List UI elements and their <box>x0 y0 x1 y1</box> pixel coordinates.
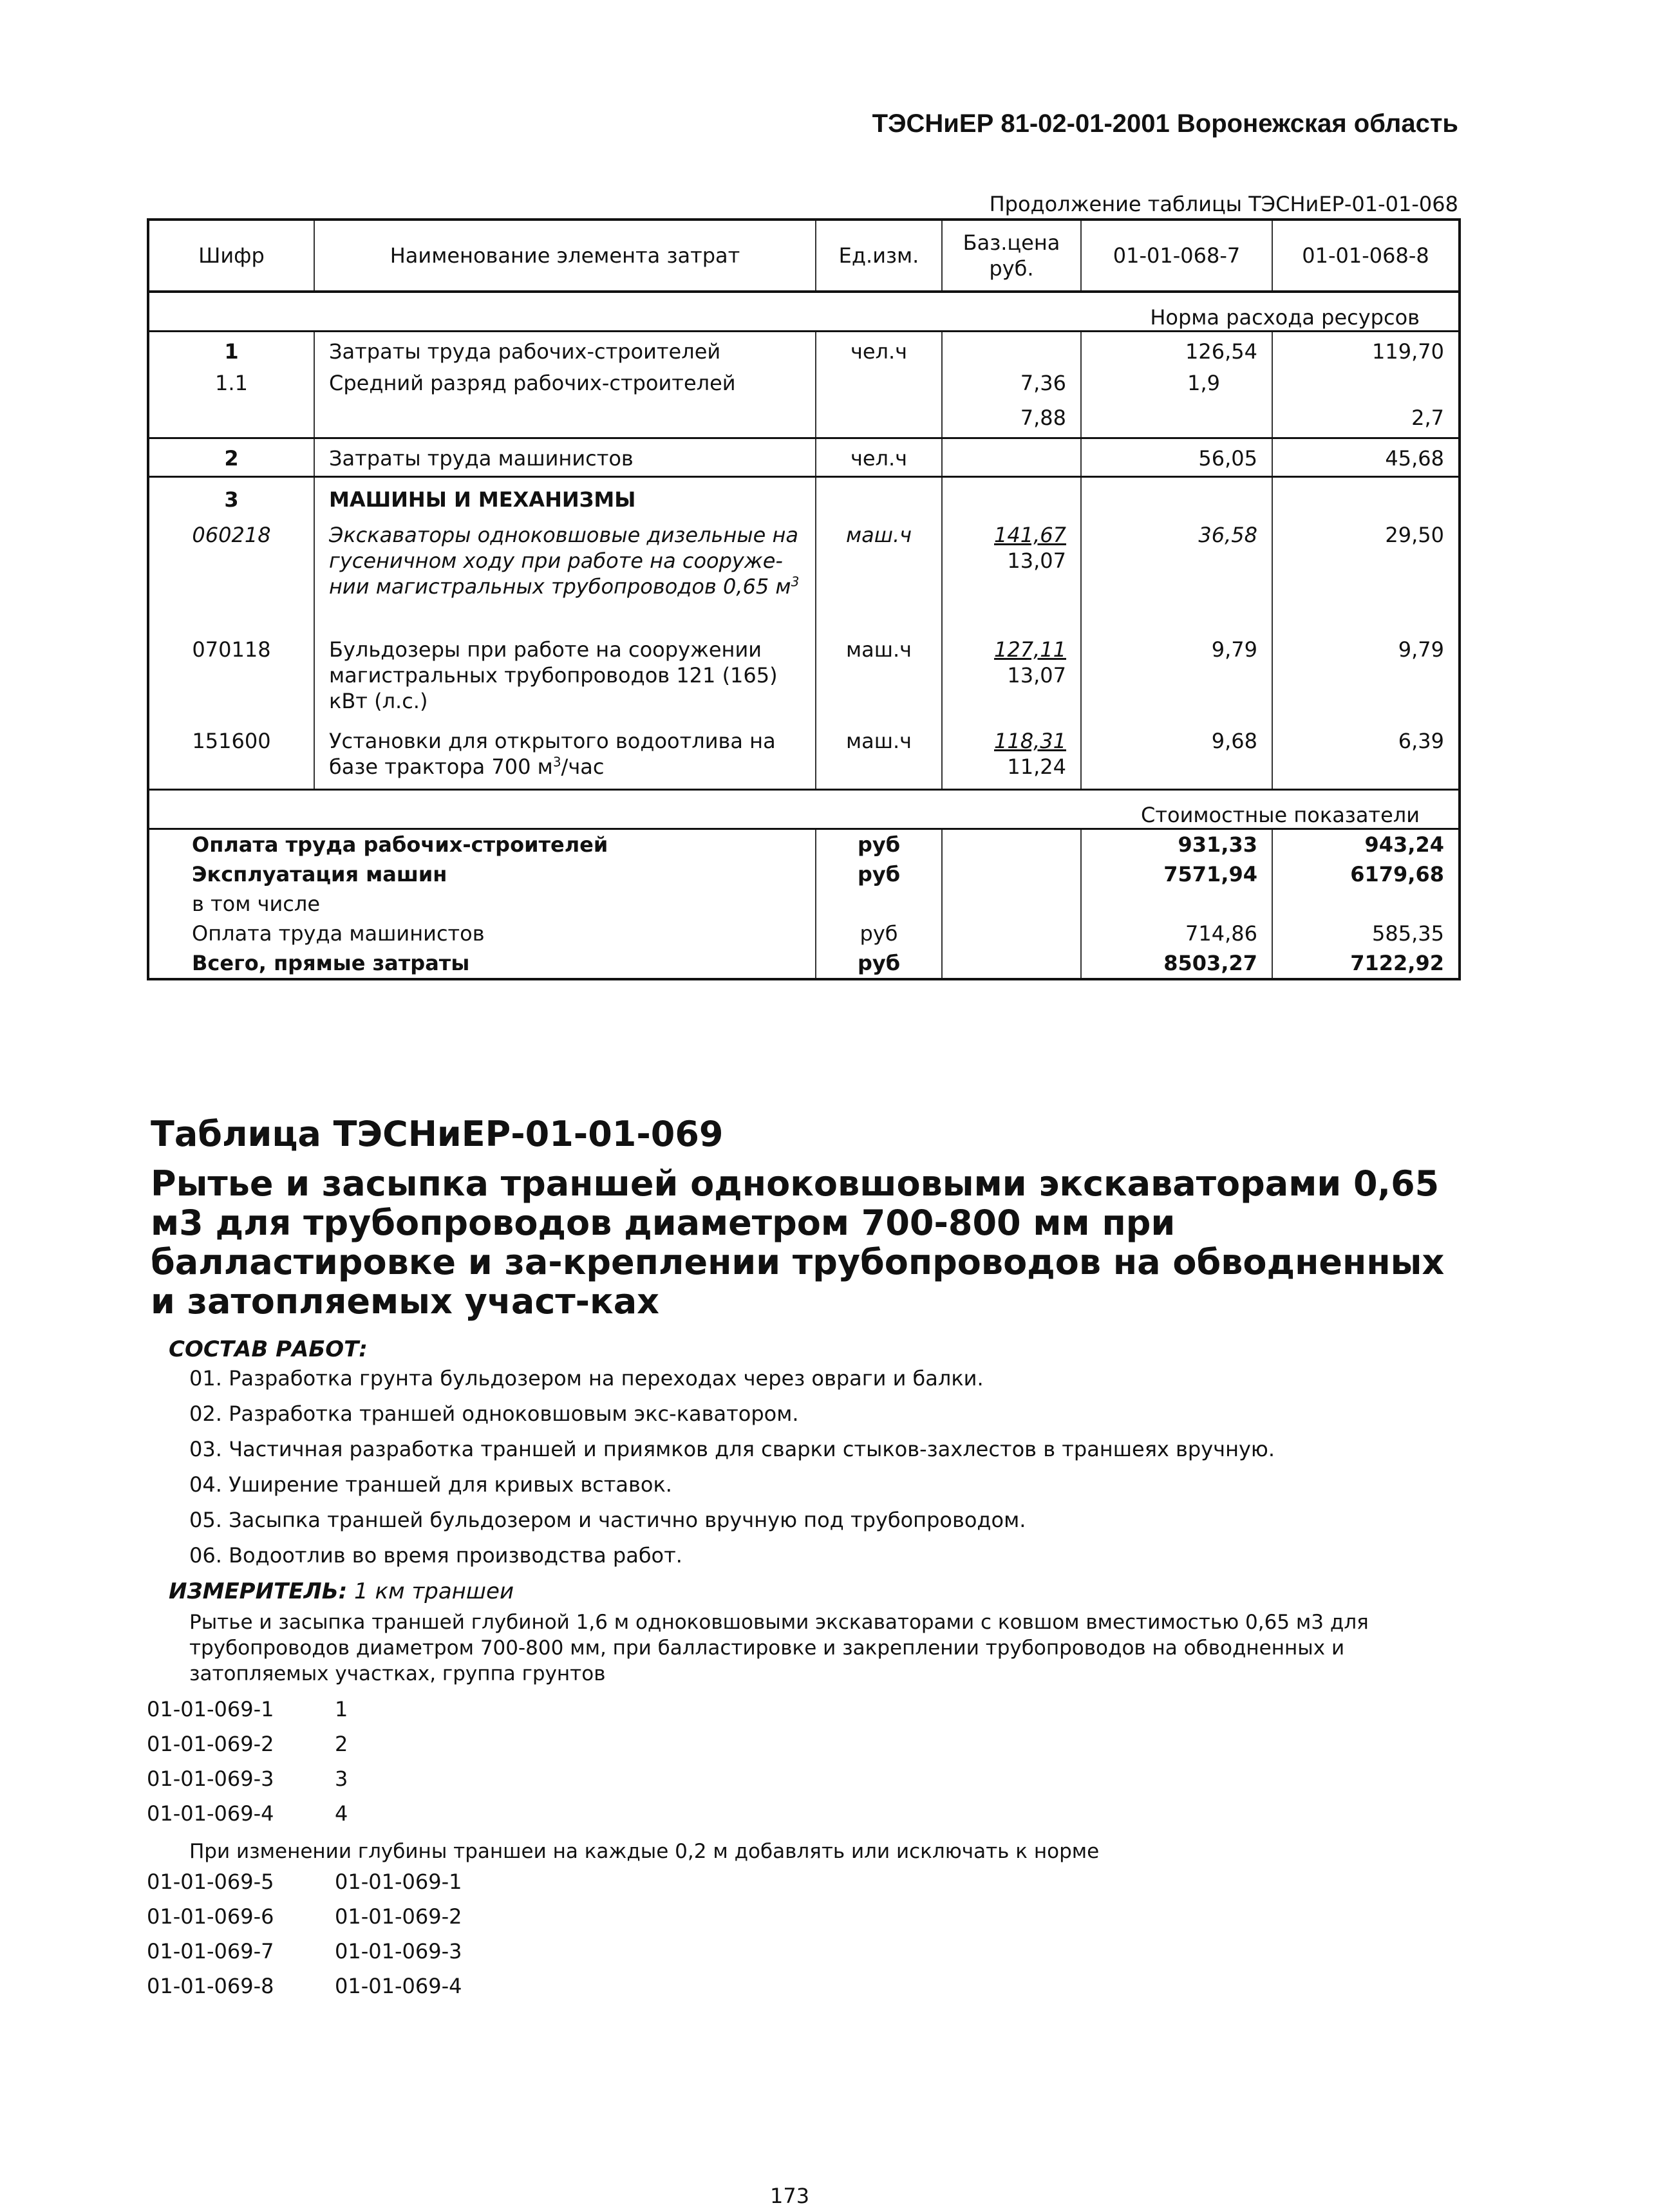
table-title: Таблица ТЭСНиЕР-01-01-069 <box>151 1114 724 1154</box>
cell-name <box>314 405 816 438</box>
cost-name: Оплата труда рабочих-строителей <box>148 829 816 860</box>
cell-v8: 45,68 <box>1272 438 1460 477</box>
code-value: 01-01-069-3 <box>335 1939 462 1964</box>
cell-price <box>942 517 1081 637</box>
code: 01-01-069-1 <box>147 1697 274 1721</box>
table-header-row <box>148 220 1460 292</box>
work-item: 01. Разработка грунта бульдозером на переходах через овраги и балки. <box>189 1366 984 1391</box>
cost-name: в том числе <box>148 889 816 919</box>
table-row <box>148 637 1460 728</box>
cell-code: 070118 <box>148 637 314 728</box>
cost-v8: 6179,68 <box>1272 859 1460 889</box>
code: 01-01-069-7 <box>147 1939 274 1964</box>
col-header-unit: Ед.изм. <box>816 220 942 292</box>
code-row <box>147 1870 462 1904</box>
cell-code: 060218 <box>148 517 314 637</box>
col-header-068-8: 01-01-068-8 <box>1272 220 1460 292</box>
cell-price: 7,88 <box>942 405 1081 438</box>
cell-unit: маш.ч <box>816 637 942 728</box>
code-value: 2 <box>335 1732 348 1756</box>
cell-v7 <box>1081 405 1272 438</box>
cell-name: Бульдозеры при работе на сооружении магистральных трубопроводов 121 (165) кВт (л.с.) <box>314 637 816 728</box>
cost-v7: 931,33 <box>1081 829 1272 860</box>
code-list <box>147 1697 348 1836</box>
code: 01-01-069-4 <box>147 1801 274 1826</box>
cell-name: Средний разряд рабочих-строителей <box>314 370 816 405</box>
code-value: 3 <box>335 1767 348 1791</box>
code-value: 01-01-069-1 <box>335 1870 462 1894</box>
cell-price <box>942 637 1081 728</box>
page-number: 173 <box>770 2184 810 2208</box>
works-list <box>189 1366 1275 1579</box>
cell-v8: 2,7 <box>1272 405 1460 438</box>
cell-unit <box>816 370 942 405</box>
cell-code: 151600 <box>148 728 314 790</box>
cell-price: 7,36 <box>942 370 1081 405</box>
table-row <box>148 370 1460 405</box>
code-row <box>147 1801 348 1836</box>
section-costs: Стоимостные показатели <box>1141 803 1420 827</box>
col-header-price: Баз.цена руб. <box>942 220 1081 292</box>
table-continuation-label: Продолжение таблицы ТЭСНиЕР-01-01-068 <box>989 192 1458 216</box>
cell-code: 1 <box>148 332 314 370</box>
cost-name: Всего, прямые затраты <box>148 948 816 979</box>
cell-v7: 9,79 <box>1081 637 1272 728</box>
code-row <box>147 1767 348 1801</box>
cell-price <box>942 332 1081 370</box>
table-row <box>148 405 1460 438</box>
cell-code: 2 <box>148 438 314 477</box>
cell-v8: 6,39 <box>1272 728 1460 790</box>
table-row <box>148 728 1460 790</box>
price-wage: 11,24 <box>1007 754 1066 779</box>
cell-v7: 56,05 <box>1081 438 1272 477</box>
cost-name: Оплата труда машинистов <box>148 919 816 948</box>
cell-v8: 9,79 <box>1272 637 1460 728</box>
price-wage: 13,07 <box>1007 662 1066 688</box>
meter <box>169 1579 514 1604</box>
cell-name: МАШИНЫ И МЕХАНИЗМЫ <box>314 477 816 517</box>
superscript: 3 <box>552 753 561 769</box>
cell-v7: 126,54 <box>1081 332 1272 370</box>
section-norms: Норма расхода ресурсов <box>1150 305 1420 330</box>
table-row <box>148 438 1460 477</box>
cell-v7: 36,58 <box>1081 517 1272 637</box>
cell-code: 1.1 <box>148 370 314 405</box>
cell-unit: чел.ч <box>816 332 942 370</box>
col-header-name: Наименование элемента затрат <box>314 220 816 292</box>
description: Рытье и засыпка траншей глубиной 1,6 м одноковшовыми экскаваторами с ковшом вместимостью 0,65 м3 для трубопроводов диаметром 700-800 мм, при балластировке и закреплении трубопроводов на обводненных и затопляемых участках, группа грунтов <box>189 1611 1369 1685</box>
code: 01-01-069-6 <box>147 1904 274 1929</box>
cell-v8: 29,50 <box>1272 517 1460 637</box>
meter-value: 1 км траншеи <box>354 1579 514 1604</box>
cell-unit: маш.ч <box>816 517 942 637</box>
cell-unit <box>816 405 942 438</box>
cost-row <box>148 919 1460 948</box>
cell-code <box>148 405 314 438</box>
code-row <box>147 1732 348 1767</box>
price-base: 127,11 <box>994 637 1066 662</box>
code-value: 01-01-069-2 <box>335 1904 462 1929</box>
meter-label: ИЗМЕРИТЕЛЬ: <box>169 1579 348 1604</box>
work-item: 05. Засыпка траншей бульдозером и частично вручную под трубопроводом. <box>189 1508 1026 1532</box>
cost-v7: 714,86 <box>1081 919 1272 948</box>
code-value: 01-01-069-4 <box>335 1974 462 1998</box>
cell-unit: чел.ч <box>816 438 942 477</box>
code-row <box>147 1939 462 1974</box>
depth-note: При изменении глубины траншеи на каждые 0,2 м добавлять или исключать к норме <box>189 1840 1100 1863</box>
cell-price <box>942 438 1081 477</box>
code-row <box>147 1904 462 1939</box>
code: 01-01-069-3 <box>147 1767 274 1791</box>
col-header-code: Шифр <box>148 220 314 292</box>
table-row <box>148 517 1460 637</box>
cost-name: Эксплуатация машин <box>148 859 816 889</box>
cost-unit: руб <box>816 948 942 979</box>
table-heading: Рытье и засыпка траншей одноковшовыми экскаваторами 0,65 м3 для трубопроводов диаметром 700-800 мм при балластировке и за-креплении трубопроводов на обводненных и затопляемых участ-ках <box>151 1163 1445 1322</box>
code-value: 4 <box>335 1801 348 1826</box>
cost-v8: 585,35 <box>1272 919 1460 948</box>
running-header: ТЭСНиЕР 81-02-01-2001 Воронежская область <box>872 109 1458 138</box>
cost-v7: 8503,27 <box>1081 948 1272 979</box>
cell-v8: 119,70 <box>1272 332 1460 370</box>
cost-row <box>148 859 1460 889</box>
cost-row <box>148 889 1460 919</box>
price-base: 118,31 <box>994 728 1066 753</box>
code-row <box>147 1974 462 2009</box>
works-label: СОСТАВ РАБОТ: <box>169 1336 368 1362</box>
cell-code: 3 <box>148 477 314 517</box>
resource-table <box>147 218 1461 980</box>
code: 01-01-069-5 <box>147 1870 274 1894</box>
code: 01-01-069-8 <box>147 1974 274 1998</box>
cell-name: Затраты труда машинистов <box>314 438 816 477</box>
cell-v8 <box>1272 370 1460 405</box>
price-base: 141,67 <box>994 522 1066 547</box>
cell-v7: 1,9 <box>1081 370 1272 405</box>
price-wage: 13,07 <box>1007 548 1066 573</box>
cost-unit: руб <box>816 829 942 860</box>
work-item: 02. Разработка траншей одноковшовым экс-каватором. <box>189 1401 799 1426</box>
table-row <box>148 332 1460 370</box>
code-row <box>147 1697 348 1732</box>
cell-name-text: Экскаваторы одноковшовые дизельные на гусеничном ходу при работе на сооруже-нии магистральных трубопроводов 0,65 м <box>329 522 798 599</box>
cell-price <box>942 728 1081 790</box>
cost-row <box>148 829 1460 860</box>
table-row <box>148 477 1460 517</box>
col-header-068-7: 01-01-068-7 <box>1081 220 1272 292</box>
cell-unit: маш.ч <box>816 728 942 790</box>
cell-name: Затраты труда рабочих-строителей <box>314 332 816 370</box>
code-list-2 <box>147 1870 462 2009</box>
cost-unit: руб <box>816 859 942 889</box>
cell-name <box>314 728 816 790</box>
work-item: 06. Водоотлив во время производства работ. <box>189 1543 682 1568</box>
cost-v8: 7122,92 <box>1272 948 1460 979</box>
cell-name-text: /час <box>561 754 605 779</box>
work-item: 03. Частичная разработка траншей и приямков для сварки стыков-захлестов в траншеях вручную. <box>189 1437 1275 1461</box>
cost-v8: 943,24 <box>1272 829 1460 860</box>
cost-unit: руб <box>816 919 942 948</box>
cost-v7: 7571,94 <box>1081 859 1272 889</box>
cell-name-text: Установки для открытого водоотлива на базе трактора 700 м <box>329 728 776 779</box>
cell-v7: 9,68 <box>1081 728 1272 790</box>
cell-name <box>314 517 816 637</box>
code-value: 1 <box>335 1697 348 1721</box>
cost-row <box>148 948 1460 979</box>
work-item: 04. Уширение траншей для кривых вставок. <box>189 1472 672 1497</box>
superscript: 3 <box>791 573 800 589</box>
code: 01-01-069-2 <box>147 1732 274 1756</box>
